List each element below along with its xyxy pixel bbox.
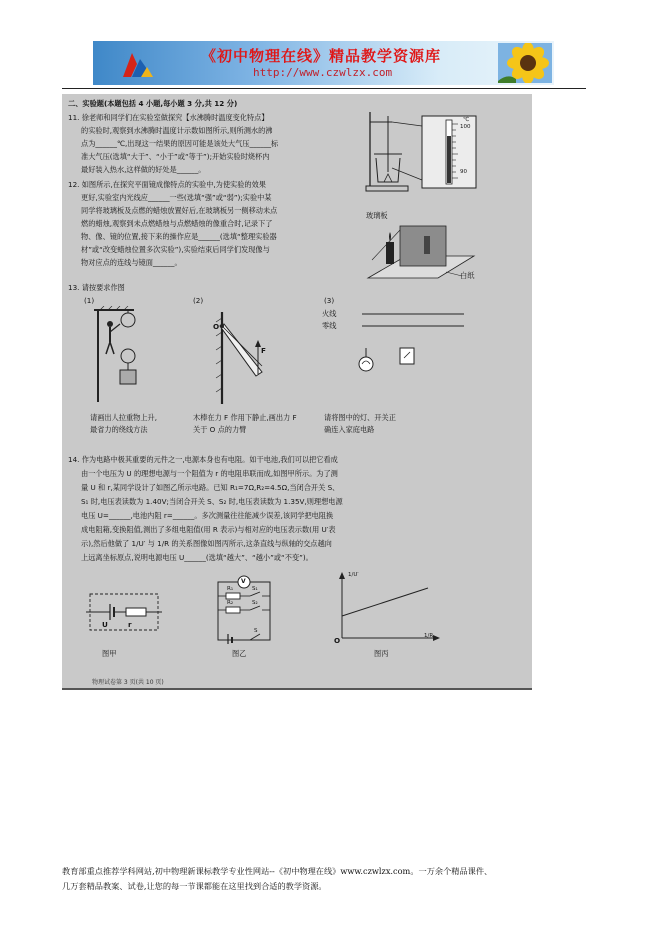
q12-line: 同学将玻璃板及点燃的蜡烛放置好后,在玻璃板另一侧移动未点 xyxy=(81,206,278,215)
page-footer xyxy=(62,864,602,894)
figure-label-yi: 图乙 xyxy=(232,649,247,658)
switch-label-s2: S₂ xyxy=(252,600,258,606)
footer-line: 几万套精品教案、试卷,让您的每一节课都能在这里找到合适的教学资源。 xyxy=(62,881,327,891)
q13-part2-caption: 木棒在力 F 作用下静止,画出力 F xyxy=(193,413,297,422)
scan-page-footer: 物理试卷第 3 页(共 10 页) xyxy=(92,679,164,686)
q13-part3-number: (3) xyxy=(324,296,335,305)
thermometer-tick-100: 100 xyxy=(460,124,471,130)
thermometer-tick-90: 90 xyxy=(460,169,467,175)
circuit-label-r: r xyxy=(128,620,132,629)
figure-label-bing: 图丙 xyxy=(374,649,389,658)
glass-plate-label: 玻璃板 xyxy=(366,211,388,220)
white-paper-label: 白纸 xyxy=(460,271,475,280)
q11-line: 的实验时,观察到水沸腾时温度计示数如图所示,则所测水的沸 xyxy=(81,126,273,135)
resistor-label-r2: R₂ xyxy=(227,600,234,606)
q13-part1-caption: 请画出人拉重物上升, xyxy=(90,413,157,422)
q13-part1-caption: 最省力的绕线方法 xyxy=(90,425,148,434)
q12-line: 12. 如图所示,在探究平面镜成像特点的实验中,为使实验的效果 xyxy=(68,180,266,189)
q12-line: 物、像、镜的位置,接下来的操作应是______(选填“整理实验器 xyxy=(81,232,277,241)
switch-label-s: S xyxy=(254,628,258,634)
q11-line: 11. 徐老师和同学们在实验室做探究【水沸腾时温度变化特点】 xyxy=(68,113,269,122)
sunflower-image xyxy=(498,43,552,83)
q13-part3-caption: 确连入家庭电路 xyxy=(324,425,375,434)
q14-line: 电压 U=______,电池内阻 r=______。多次测量往往能减少误差,该同学把电阻换 xyxy=(81,511,334,520)
q13-part1-number: (1) xyxy=(84,296,95,305)
battery-model-figure xyxy=(86,590,162,634)
header-banner xyxy=(93,41,554,85)
q13-part3-caption: 请将图中的灯、开关正 xyxy=(324,413,396,422)
graph-line xyxy=(342,588,428,616)
q13-part2-number: (2) xyxy=(193,296,204,305)
pivot-label: O xyxy=(213,322,220,331)
pulley-figure xyxy=(90,306,160,406)
force-label: F xyxy=(261,346,266,355)
q12-line: 材”或“改变蜡烛位置多次实验”),实验结束后同学们发现像与 xyxy=(81,245,270,254)
graph-y-label: 1/U′ xyxy=(348,572,359,578)
q14-line: S₁ 时,电压表读数为 1.40V;当闭合开关 S、S₂ 时,电压表读数为 1.35V,则理想电源 xyxy=(81,497,343,506)
q14-line: 成电阻箱,变换阻值,测出了多组电阻值(用 R 表示)与相对应的电压表示数(用 U′表 xyxy=(81,525,336,534)
voltmeter-label: V xyxy=(241,578,246,585)
lever-figure xyxy=(200,308,280,406)
graph-origin-label: O xyxy=(334,636,341,645)
figure-label-jia: 图甲 xyxy=(102,649,117,658)
resistor-label-r1: R₁ xyxy=(227,586,234,592)
section-heading: 二、实验题(本题包括 4 小题,每小题 3 分,共 12 分) xyxy=(68,99,238,108)
q14-line: 14. 作为电路中极其重要的元件之一,电源本身也有电阻。如干电池,我们可以把它看成 xyxy=(68,455,338,464)
q12-line: 燃的蜡烛,观察到未点燃蜡烛与点燃蜡烛的像重合时,记录下了 xyxy=(81,219,273,228)
household-circuit-figure xyxy=(344,308,468,380)
switch-label-s1: S₁ xyxy=(252,586,258,592)
live-wire-label: 火线 xyxy=(322,309,337,318)
q14-line: 量 U 和 r,某同学设计了如图乙所示电路。已知 R₁=7Ω,R₂=4.5Ω,当闭合开关 S、 xyxy=(81,483,340,492)
site-logo xyxy=(120,47,154,79)
circuit-label-U: U xyxy=(102,620,108,629)
q14-line: 由一个电压为 U 的理想电源与一个阻值为 r 的电阻串联而成,如图甲所示。为了测 xyxy=(81,469,338,478)
q14-line: 上远离坐标原点,说明电源电压 U______(选填“越大”、“越小”或“不变”)。 xyxy=(81,553,313,562)
banner-title: 《初中物理在线》精品教学资源库 xyxy=(201,47,442,65)
q14-line: 示),然后他做了 1/U′ 与 1/R 的关系图像如图丙所示,这条直线与纵轴的交点越向 xyxy=(81,539,332,548)
q13-heading: 13. 请按要求作图 xyxy=(68,283,125,292)
neutral-wire-label: 零线 xyxy=(322,321,337,330)
thermometer-unit: ℃ xyxy=(463,117,470,123)
q13-part2-caption: 关于 O 点的力臂 xyxy=(193,425,247,434)
graph-x-label: 1/R xyxy=(424,633,434,639)
header-divider xyxy=(62,88,586,89)
banner-url[interactable]: http://www.czwlzx.com xyxy=(253,66,393,79)
q11-line: 最好装入热水,这样做的好处是______。 xyxy=(81,165,206,174)
q12-line: 更好,实验室内光线应______一些(选填“强”或“弱”);实验中某 xyxy=(81,193,272,202)
q11-line: 准大气压(选填“大于”、“小于”或“等于”);开始实验时烧杯内 xyxy=(81,152,270,161)
q12-line: 物对应点的连线与镜面______。 xyxy=(81,258,182,267)
scanned-exam-page xyxy=(62,94,532,690)
q11-line: 点为______℃,出现这一结果的原因可能是该处大气压______标 xyxy=(81,139,279,148)
footer-line: 教育部重点推荐学科网站,初中物理新课标教学专业性网站--《初中物理在线》www.czwlzx.com。一万余个精品课件、 xyxy=(62,866,493,876)
